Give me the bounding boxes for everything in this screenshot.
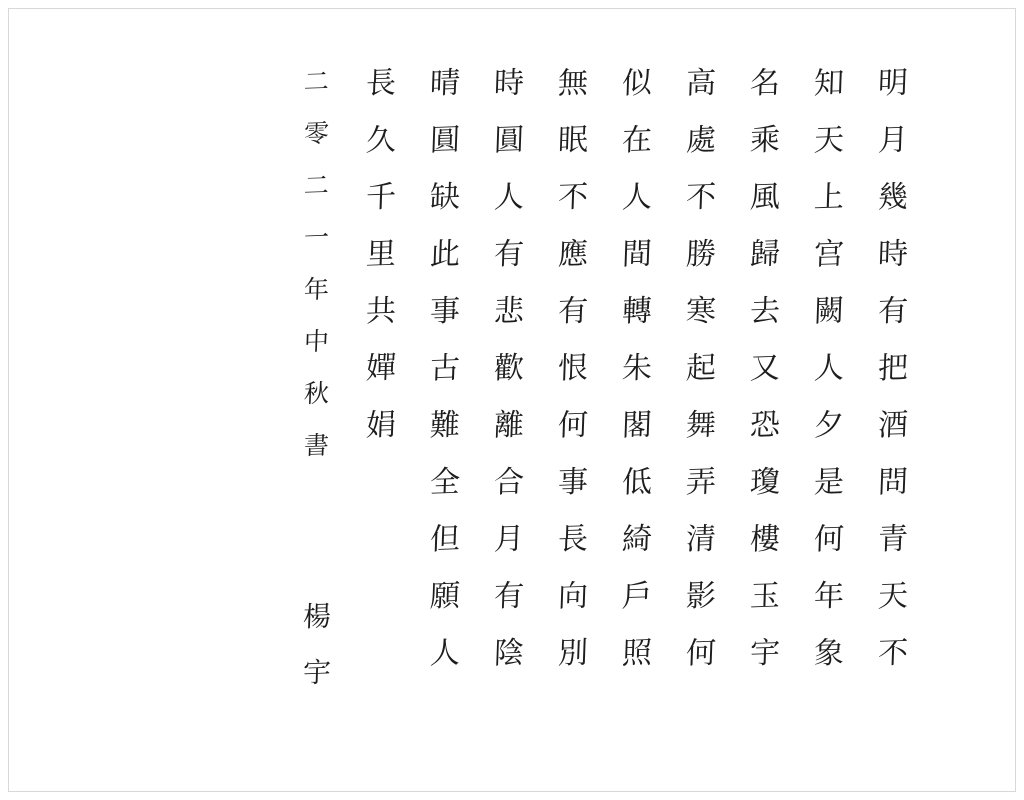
glyph: 間 bbox=[621, 235, 653, 273]
glyph: 不 bbox=[557, 178, 589, 216]
glyph: 時 bbox=[493, 64, 525, 102]
glyph: 人 bbox=[429, 634, 461, 672]
glyph: 時 bbox=[877, 235, 909, 273]
inscription-glyph: 年 bbox=[303, 274, 331, 304]
glyph: 應 bbox=[557, 235, 589, 273]
glyph: 久 bbox=[365, 121, 397, 159]
glyph: 高 bbox=[685, 64, 717, 102]
glyph: 何 bbox=[685, 634, 717, 672]
glyph: 問 bbox=[877, 463, 909, 501]
glyph: 別 bbox=[557, 634, 589, 672]
glyph: 眠 bbox=[557, 121, 589, 159]
glyph: 陰 bbox=[493, 634, 525, 672]
verse-column bbox=[861, 55, 925, 682]
glyph: 晴 bbox=[429, 64, 461, 102]
glyph: 酒 bbox=[877, 406, 909, 444]
glyph: 事 bbox=[429, 292, 461, 330]
glyph: 宫 bbox=[813, 235, 845, 273]
glyph: 有 bbox=[557, 292, 589, 330]
glyph: 千 bbox=[365, 178, 397, 216]
glyph: 人 bbox=[621, 178, 653, 216]
glyph: 是 bbox=[813, 463, 845, 501]
glyph: 不 bbox=[877, 634, 909, 672]
inscription-glyph: 二 bbox=[303, 170, 331, 200]
glyph: 綺 bbox=[621, 520, 653, 558]
glyph: 歡 bbox=[493, 349, 525, 387]
glyph: 上 bbox=[813, 178, 845, 216]
glyph: 戶 bbox=[621, 577, 653, 615]
glyph: 不 bbox=[685, 178, 717, 216]
inscription-glyph: 秋 bbox=[303, 378, 331, 408]
glyph: 乘 bbox=[749, 121, 781, 159]
glyph: 似 bbox=[621, 64, 653, 102]
glyph: 長 bbox=[365, 64, 397, 102]
verse-column bbox=[733, 55, 797, 682]
glyph: 名 bbox=[749, 64, 781, 102]
glyph: 天 bbox=[877, 577, 909, 615]
glyph: 向 bbox=[557, 577, 589, 615]
glyph: 有 bbox=[493, 235, 525, 273]
glyph: 但 bbox=[429, 520, 461, 558]
glyph: 知 bbox=[813, 64, 845, 102]
glyph: 何 bbox=[813, 520, 845, 558]
glyph: 此 bbox=[429, 235, 461, 273]
glyph: 夕 bbox=[813, 406, 845, 444]
glyph: 低 bbox=[621, 463, 653, 501]
glyph: 有 bbox=[493, 577, 525, 615]
glyph: 月 bbox=[877, 121, 909, 159]
glyph: 又 bbox=[749, 349, 781, 387]
glyph: 人 bbox=[493, 178, 525, 216]
glyph: 難 bbox=[429, 406, 461, 444]
glyph: 長 bbox=[557, 520, 589, 558]
glyph: 青 bbox=[877, 520, 909, 558]
glyph: 圓 bbox=[429, 121, 461, 159]
glyph: 明 bbox=[877, 64, 909, 102]
glyph: 歸 bbox=[749, 235, 781, 273]
glyph: 悲 bbox=[493, 292, 525, 330]
inscription-glyph: 中 bbox=[303, 326, 331, 356]
glyph: 照 bbox=[621, 634, 653, 672]
glyph: 離 bbox=[493, 406, 525, 444]
glyph: 起 bbox=[685, 349, 717, 387]
inscription-glyph: 書 bbox=[303, 430, 331, 460]
glyph: 願 bbox=[429, 577, 461, 615]
calligraphy-columns bbox=[285, 55, 925, 735]
glyph: 缺 bbox=[429, 178, 461, 216]
inscription-glyph: 二 bbox=[303, 66, 331, 96]
inscription-column bbox=[285, 55, 349, 701]
glyph: 人 bbox=[813, 349, 845, 387]
glyph: 合 bbox=[493, 463, 525, 501]
verse-column bbox=[669, 55, 733, 682]
glyph: 影 bbox=[685, 577, 717, 615]
glyph: 處 bbox=[685, 121, 717, 159]
glyph: 娟 bbox=[365, 406, 397, 444]
glyph: 宇 bbox=[749, 634, 781, 672]
glyph: 舞 bbox=[685, 406, 717, 444]
glyph: 轉 bbox=[621, 292, 653, 330]
glyph: 寒 bbox=[685, 292, 717, 330]
glyph: 古 bbox=[429, 349, 461, 387]
glyph: 象 bbox=[813, 634, 845, 672]
inscription-glyph: 零 bbox=[303, 118, 331, 148]
glyph: 瓊 bbox=[749, 463, 781, 501]
verse-column bbox=[541, 55, 605, 682]
glyph: 天 bbox=[813, 121, 845, 159]
verse-column bbox=[797, 55, 861, 682]
glyph: 事 bbox=[557, 463, 589, 501]
glyph: 風 bbox=[749, 178, 781, 216]
glyph: 有 bbox=[877, 292, 909, 330]
glyph: 在 bbox=[621, 121, 653, 159]
glyph: 勝 bbox=[685, 235, 717, 273]
glyph: 無 bbox=[557, 64, 589, 102]
glyph: 月 bbox=[493, 520, 525, 558]
glyph: 恨 bbox=[557, 349, 589, 387]
glyph: 把 bbox=[877, 349, 909, 387]
verse-column bbox=[605, 55, 669, 682]
verse-column bbox=[349, 55, 413, 454]
glyph: 嬋 bbox=[365, 349, 397, 387]
glyph: 全 bbox=[429, 463, 461, 501]
glyph: 樓 bbox=[749, 520, 781, 558]
glyph: 圓 bbox=[493, 121, 525, 159]
glyph: 清 bbox=[685, 520, 717, 558]
glyph: 閣 bbox=[621, 406, 653, 444]
verse-column bbox=[477, 55, 541, 682]
glyph: 玉 bbox=[749, 577, 781, 615]
glyph: 恐 bbox=[749, 406, 781, 444]
glyph: 共 bbox=[365, 292, 397, 330]
verse-column bbox=[413, 55, 477, 682]
glyph: 朱 bbox=[621, 349, 653, 387]
glyph: 年 bbox=[813, 577, 845, 615]
glyph: 闕 bbox=[813, 292, 845, 330]
inscription-glyph: 一 bbox=[303, 222, 331, 252]
glyph: 何 bbox=[557, 406, 589, 444]
signature-glyph: 宇 bbox=[302, 655, 332, 690]
glyph: 里 bbox=[365, 235, 397, 273]
glyph: 幾 bbox=[877, 178, 909, 216]
signature-glyph: 楊 bbox=[302, 599, 332, 634]
glyph: 弄 bbox=[685, 463, 717, 501]
glyph: 去 bbox=[749, 292, 781, 330]
